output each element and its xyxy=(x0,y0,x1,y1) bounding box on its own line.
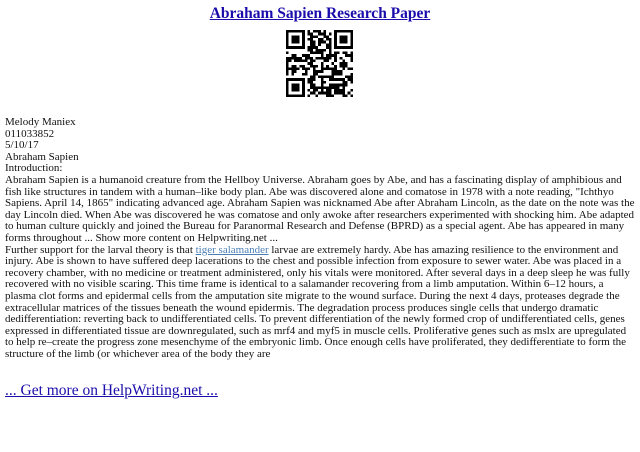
get-more-link[interactable]: ... Get more on HelpWriting.net ... xyxy=(5,382,218,400)
tiger-salamander-link[interactable]: tiger salamander xyxy=(195,243,269,256)
qr-code-icon xyxy=(286,30,353,97)
paragraph-text: larvae are extremely hardy. Abe has amazing resilience to the environment and injury. Abe is shown to have suffered deep lacerations to the chest and possible infection from exposure to sewer water. Abe was placed in a recovery chamber, with no medicine or treatment administered, only his vitals were monitored. After several days in a deep sleep he was fully recovered with no visible scaring. This time frame is identical to a salamander recovering from a limb amputation. Within 6–12 hours, a plasma clot forms and epidermal cells from the amputation site migrate to the wound surface. During the next 4 days, proteases degrade the extracellular matrices of the tissues beneath the wound epidermis. The degradation process produces single cells that undergo dramatic dedifferentiation: reverting back to undifferentiated cells. To prevent differentiation of the newly formed crop of undifferentiated cells, genes expressed in differentiated tissue are downregulated, such as mrf4 and myf5 in muscle cells. Proliferative genes such as mslx are upregulated to help re–create the progress zone mesenchyme of the embryonic limb. Once enough cells have proliferated, they dedifferentiate to form the structure of the limb (or whichever area of the body they are xyxy=(5,243,630,360)
second-paragraph xyxy=(5,245,637,361)
intro-paragraph: Abraham Sapien is a humanoid creature from the Hellboy Universe. Abraham goes by Abe, and has a fascinating display of amphibious and fish like structures in tandem with a human–like body plan. Abe was discovered alone and comatose in 1978 with a note reading, "Ichthyo Sapiens. April 14, 1865" indicating advanced age. Abraham Sapien was nicknamed Abe after Abraham Lincoln, as the date on the note was the day Lincoln died. When Abe was discovered he was comatose and only awoke after researchers experimented with shocking him. Abe adapted to human culture quickly and joined the Bureau for Paranormal Research and Defense (BPRD) as a special agent. Abe has appeared in many forms throughout ... Show more content on Helpwriting.net ... xyxy=(5,173,635,244)
date: 5/10/17 xyxy=(5,139,39,152)
page-title[interactable]: Abraham Sapien Research Paper xyxy=(209,5,431,22)
section-heading: Introduction: xyxy=(5,162,63,175)
student-id: 011033852 xyxy=(5,127,55,140)
paragraph-text: Further support for the larval theory is that xyxy=(5,243,196,256)
subject: Abraham Sapien xyxy=(5,150,79,163)
author-name: Melody Maniex xyxy=(5,116,76,128)
document-body xyxy=(5,117,637,360)
content-flow xyxy=(5,117,637,400)
